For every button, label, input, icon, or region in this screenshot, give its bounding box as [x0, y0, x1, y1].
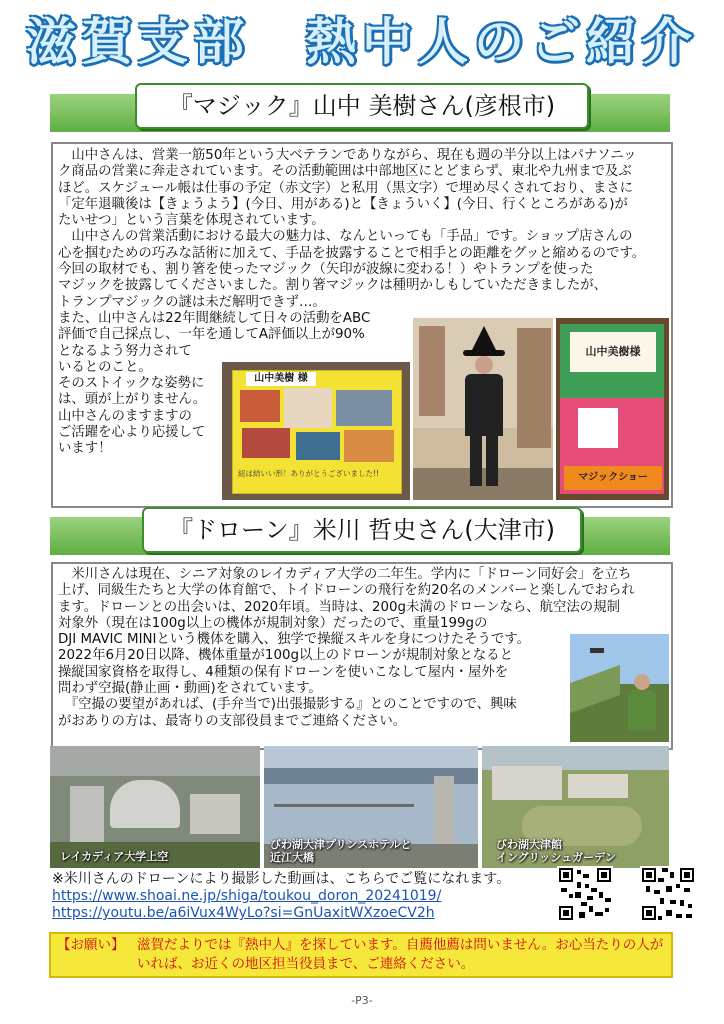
magician-photo: [413, 318, 553, 500]
text-line: 評価で自己採点し、一年を通してA評価以上が90%: [58, 327, 365, 343]
notice-label: 【お願い】: [57, 937, 125, 953]
card-bottom-text: マジックショー: [564, 466, 662, 490]
board-caption: 紐は結いい形！ありがとうございました!!: [238, 469, 380, 478]
text-line: また、山中さんは22年間継続して日々の活動をABC: [58, 311, 371, 326]
text-line: となるよう努力されて: [58, 343, 192, 359]
text-line: DJI MAVIC MINIという機体を購入、独学で操縦スキルを身につけたそうです。: [58, 632, 530, 648]
popup-card-photo: [556, 318, 669, 500]
text-line: 米川さんは現在、シニア対象のレイカディア大学の二年生。学内に「ドローン同好会」を立ち: [58, 567, 632, 582]
text-line: 2022年6月20日以降、機体重量が100g以上のドローンが規制対象となると: [58, 648, 513, 664]
drone-operator-photo: [570, 634, 669, 742]
notice-line-2: いれば、お近くの地区担当役員まで、ご連絡ください。: [137, 956, 475, 972]
message-board-photo: [222, 362, 410, 500]
text-line: そのストイックな姿勢に: [58, 376, 205, 392]
photo-caption: びわ湖大津プリンスホテルと 近江大橋: [270, 838, 412, 864]
text-line: 「定年退職後は【きょうよう】(今日、用がある)と【きょういく】(今日、行くところがある)が: [58, 196, 628, 212]
text-line: マジックを披露してくださいました。割り箸マジックは種明かしもしていただきましたが、: [58, 278, 608, 294]
qr-code-2[interactable]: [640, 866, 696, 922]
aerial-photo-garden: [482, 746, 669, 868]
text-line: ご活躍を心より応援して: [58, 425, 206, 441]
photo-caption: びわ湖大津館 イングリッシュガーデン: [496, 838, 616, 864]
aerial-photo-university: [50, 746, 260, 868]
section1-heading: 『マジック』山中 美樹さん(彦根市): [135, 83, 589, 129]
text-line: は、頭が上がりません。: [58, 392, 207, 408]
page-title: 滋賀支部 熱中人のご紹介: [26, 13, 698, 71]
text-line: たいせつ」という言葉を体現されています。: [58, 213, 325, 229]
section1-body: [58, 148, 664, 311]
text-line: 操縦国家資格を取得し、4種類の保有ドローンを使いこなして屋内・屋外を: [58, 664, 509, 680]
notice-box: [49, 932, 673, 978]
page-number: -P3-: [351, 994, 373, 1007]
text-line: 対象外（現在は100g以上の機体が規制対象）だったので、重量199gの: [58, 615, 488, 631]
text-line: 山中さんは、営業一筋50年という大ベテランでありながら、現在も週の半分以上はパナソニッ: [58, 148, 637, 163]
text-line: ク商品の営業に奔走されています。その活動範囲は中部地区にとどまらず、東北や九州まで及ぶ: [58, 164, 632, 180]
text-line: 山中さんの営業活動における最大の魅力は、なんといっても「手品」です。ショップ店さんの: [58, 229, 633, 245]
photo-caption: レイカディア大学上空: [60, 850, 169, 863]
board-label: 山中美樹 様: [246, 372, 316, 386]
text-line: 上げ、同級生たちと大学の体育館で、トイドローンの飛行を約20名のメンバーと楽しんでおられ: [58, 583, 635, 599]
text-line: 問わず空撮(静止画・動画)をされています。: [58, 681, 322, 697]
notice-line-1: 滋賀だよりでは『熱中人』を探しています。自薦他薦は問いません。お心当たりの人が: [137, 937, 664, 953]
text-line: トランプマジックの謎は未だ解明できず…。: [58, 294, 326, 310]
video-note: ※米川さんのドローンにより撮影した動画は、こちらでご覧になれます。: [52, 871, 511, 887]
text-line: 心を掴むための巧みな話術に加えて、手品を披露することで相手との距離をグッと縮めるのです。: [58, 245, 646, 261]
card-text: 山中美樹様: [570, 332, 656, 372]
text-line: います！: [58, 441, 112, 457]
section2-heading: 『ドローン』米川 哲史さん(大津市): [142, 507, 582, 553]
text-line: ほど。スケジュール帳は仕事の予定（赤文字）と私用（黒文字）で埋め尽くされており、まさに: [58, 180, 633, 196]
text-line: がおありの方は、最寄りの支部役員までご連絡ください。: [58, 713, 407, 729]
text-line: ます。ドローンとの出会いは、2020年頃。当時は、200g未満のドローンなら、航空法の規制: [58, 599, 620, 615]
aerial-photo-lake: [264, 746, 478, 868]
text-line: 山中さんのますますの: [58, 408, 192, 424]
video-link-1[interactable]: https://www.shoai.ne.jp/shiga/toukou_doron_20241019/: [52, 888, 442, 904]
text-line: いるとのこと。: [58, 359, 152, 375]
qr-code-1[interactable]: [557, 866, 613, 922]
text-line: 今回の取材でも、割り箸を使ったマジック（矢印が波線に変わる！）やトランプを使った: [58, 262, 594, 278]
video-link-2[interactable]: https://youtu.be/a6iVux4WyLo?si=GnUaxitWXzoeCV2h: [52, 905, 435, 921]
text-line: 『空撮の要望があれば、(手弁当で)出張撮影する』とのことですので、興味: [58, 697, 517, 713]
